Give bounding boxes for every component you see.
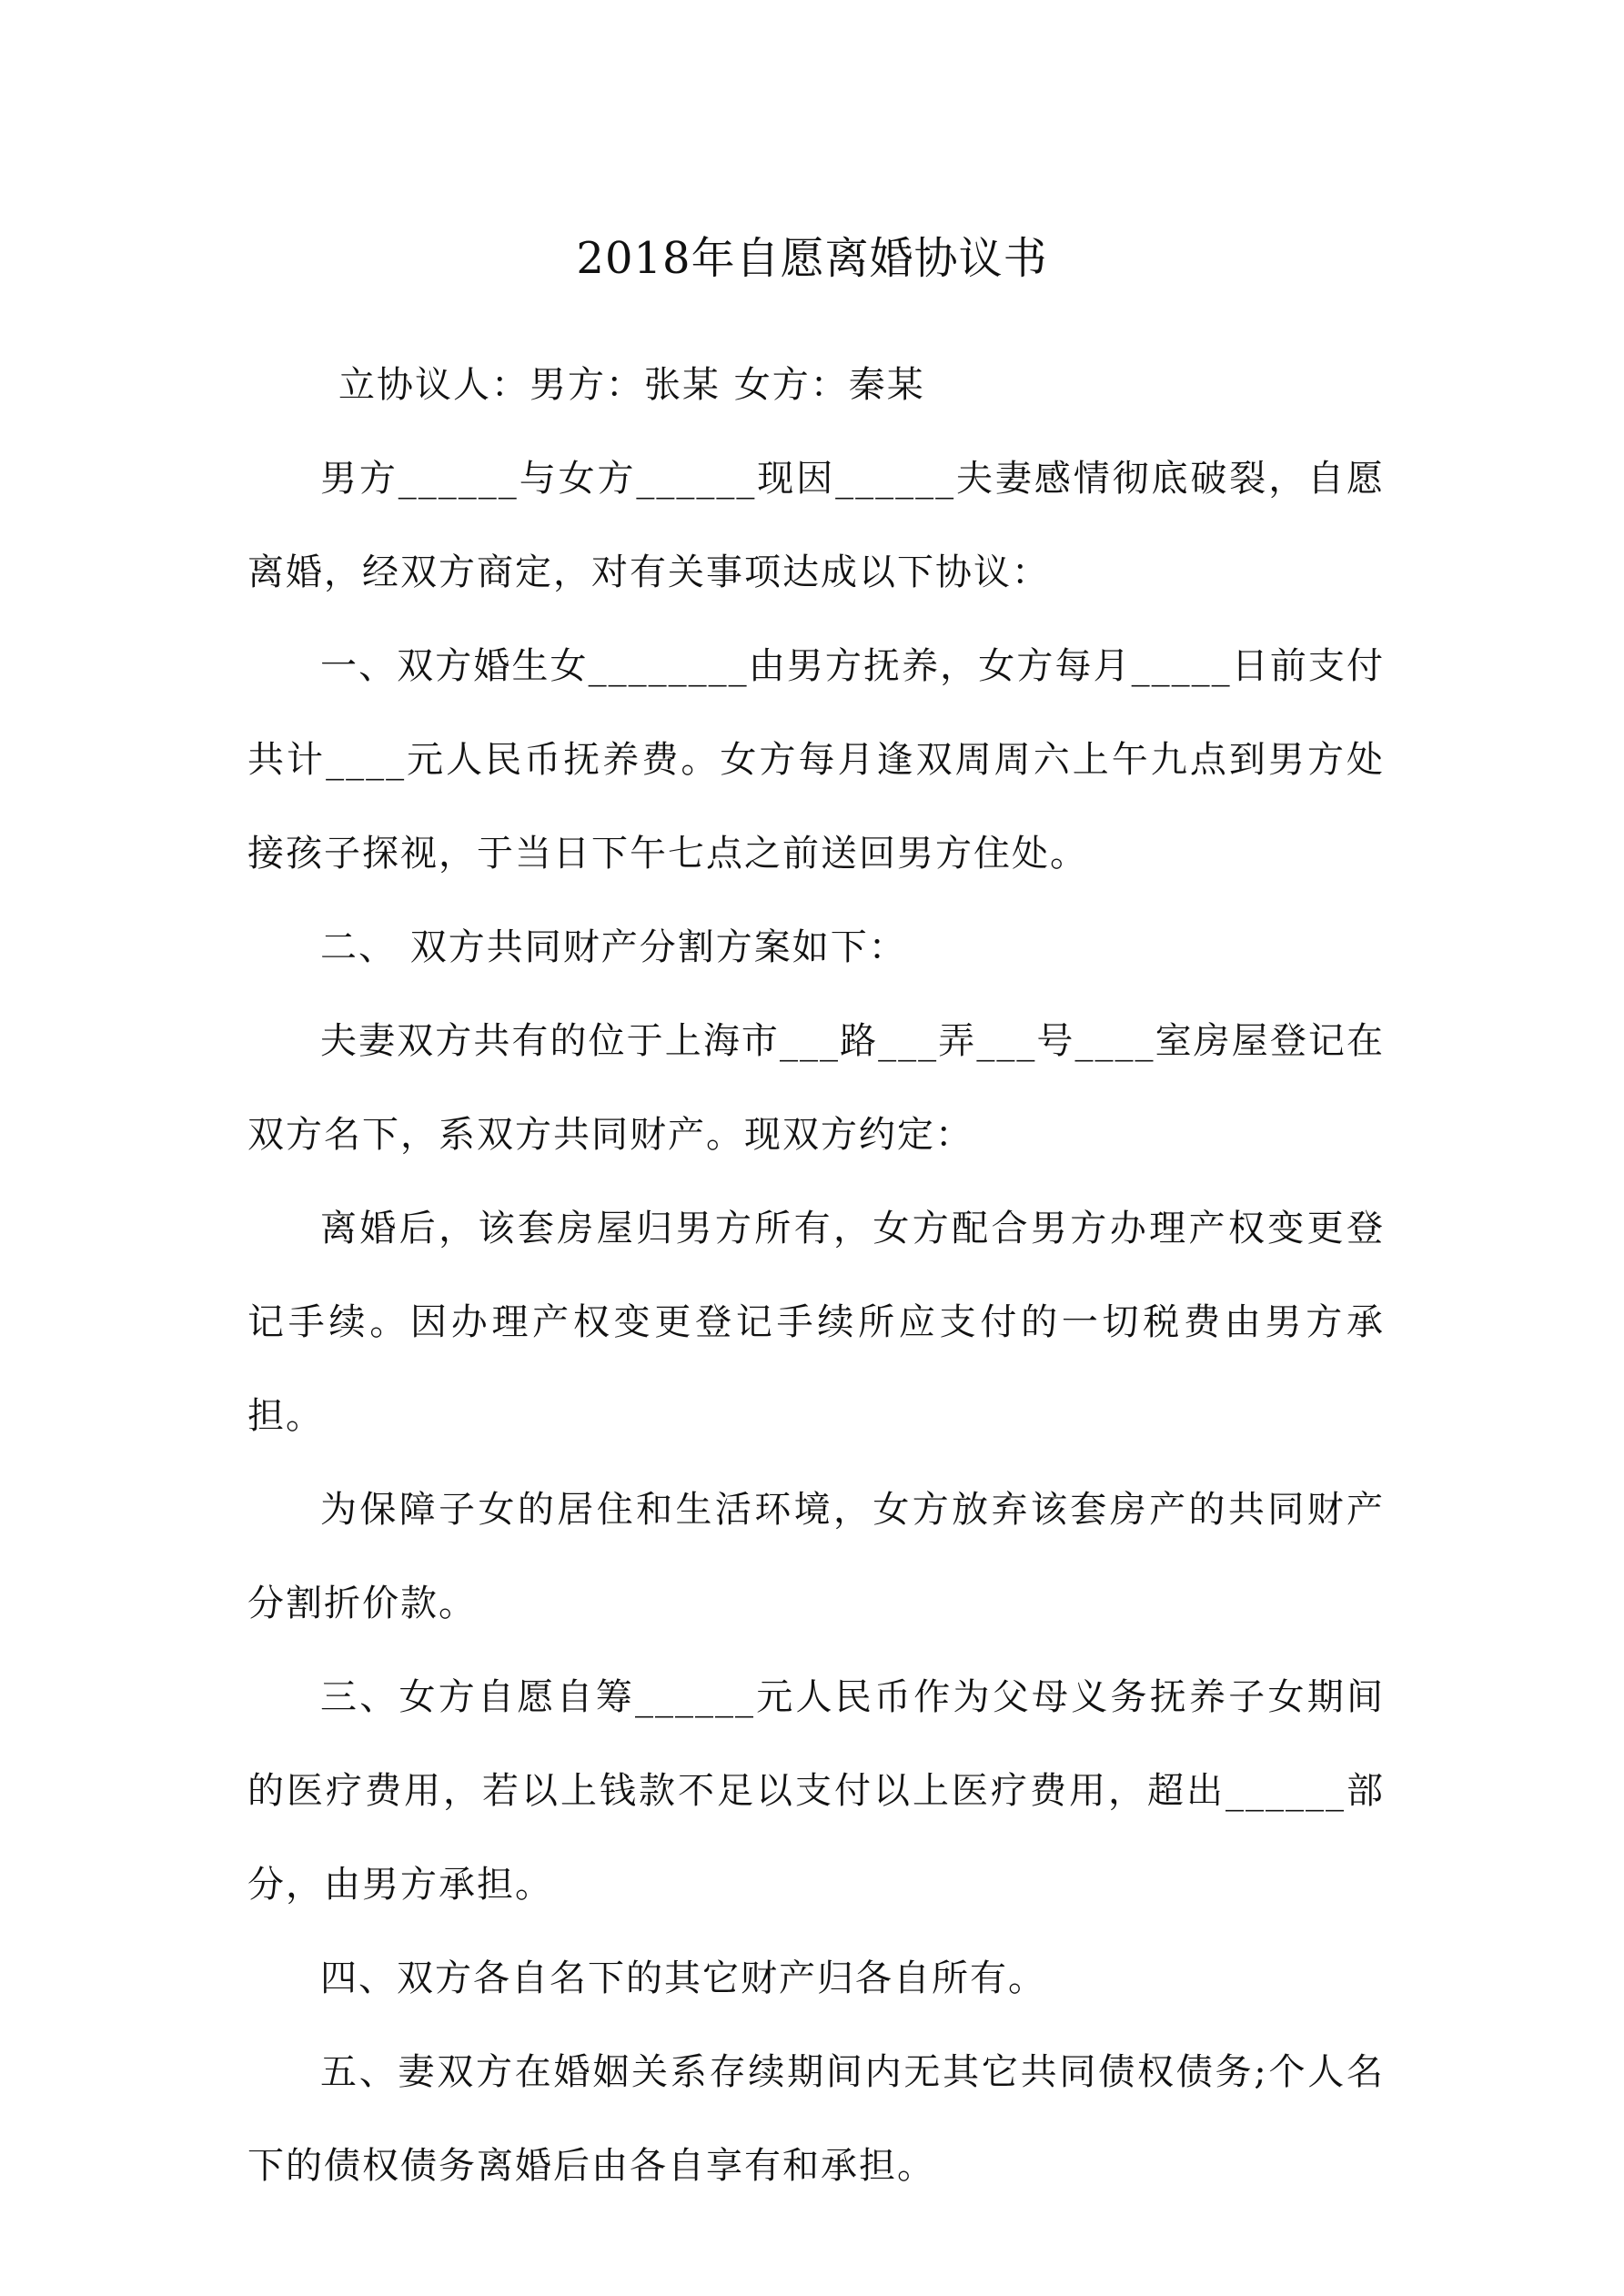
paragraph-property-after-divorce: 离婚后，该套房屋归男方所有，女方配合男方办理产权变更登记手续。因办理产权变更登记手续所应支付的一切税费由男方承担。: [247, 1208, 1385, 1437]
paragraph-clause-1: 一、双方婚生女________由男方抚养，女方每月_____日前支付共计____元人民币抚养费。女方每月逢双周周六上午九点到男方处接孩子探视，于当日下午七点之前送回男方住处。: [247, 645, 1385, 875]
paragraph-property: 夫妻双方共有的位于上海市___路___弄___号____室房屋登记在双方名下，系双方共同财产。现双方约定：: [247, 1020, 1385, 1156]
paragraph-clause-5: 五、妻双方在婚姻关系存续期间内无其它共同债权债务;个人名下的债权债务离婚后由各自享有和承担。: [247, 2051, 1385, 2187]
paragraph-property-waiver: 为保障子女的居住和生活环境，女方放弃该套房产的共同财产分割折价款。: [247, 1489, 1385, 1624]
paragraph-clause-3: 三、女方自愿自筹______元人民币作为父母义务抚养子女期间的医疗费用，若以上钱款不足以支付以上医疗费用，超出______部分，由男方承担。: [247, 1676, 1385, 1906]
document-title: 2018年自愿离婚协议书: [576, 233, 1048, 284]
document-body: [247, 339, 1385, 2213]
paragraph-clause-4: 四、双方各自名下的其它财产归各自所有。: [320, 1957, 1046, 1999]
paragraph-preamble: 男方______与女方______现因______夫妻感情彻底破裂，自愿离婚，经双方商定，对有关事项达成以下协议：: [247, 458, 1385, 593]
parties-line: 立协议人：男方：张某 女方：秦某: [338, 364, 925, 406]
paragraph-clause-2-heading: 二、 双方共同财产分割方案如下：: [320, 926, 907, 968]
